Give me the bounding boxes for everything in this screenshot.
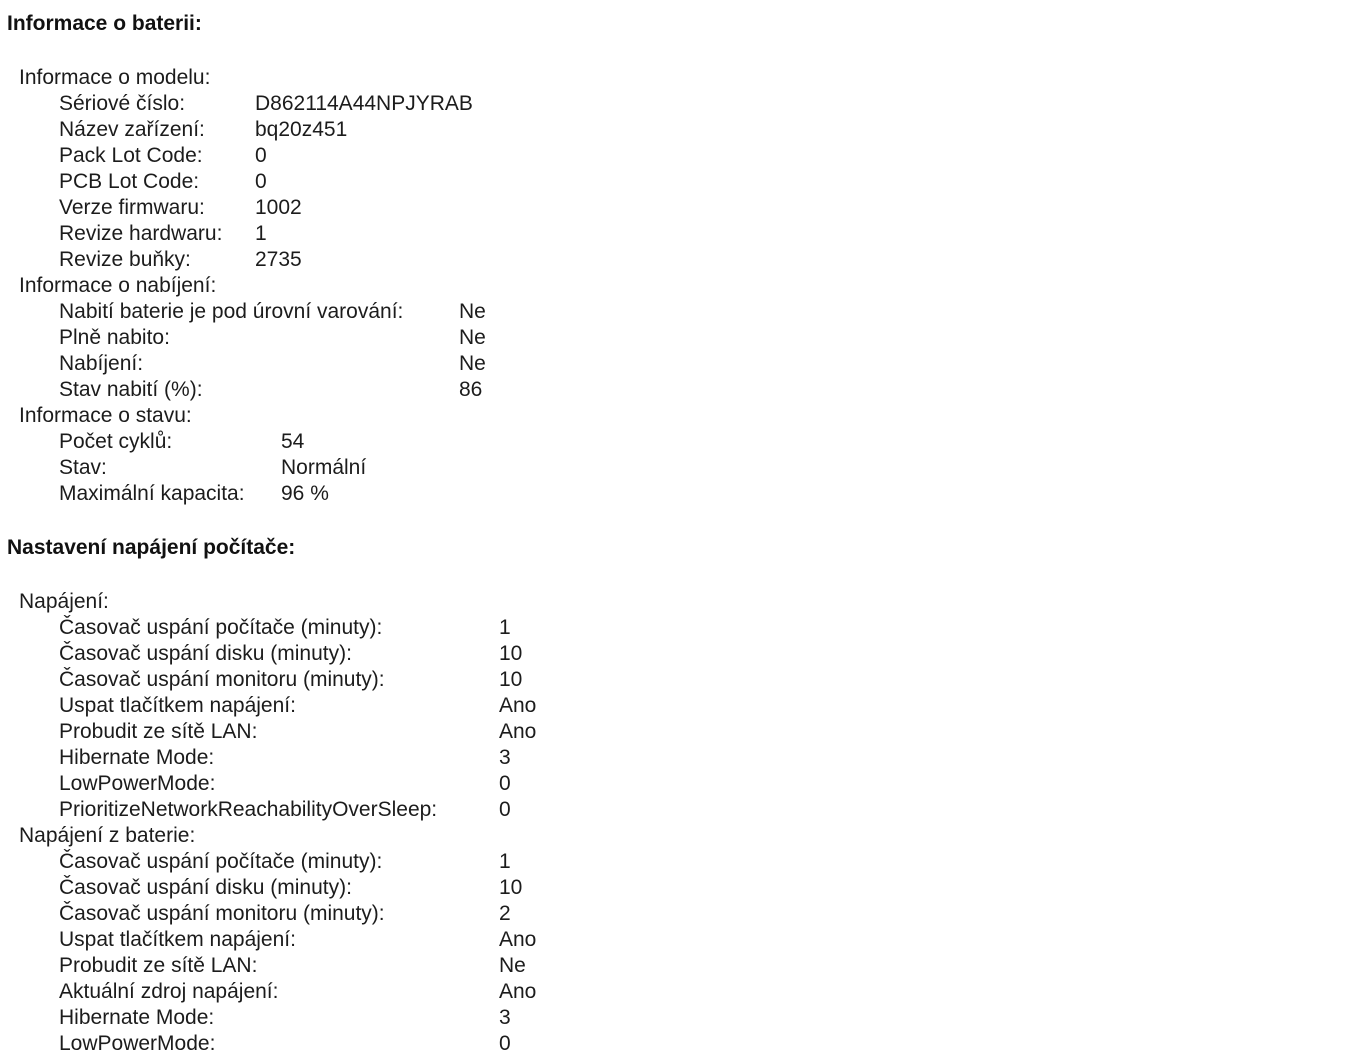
row-value: 1 [499,616,511,639]
row-key: Plně nabito: [59,326,170,349]
row-value: 1 [255,222,267,245]
row-key: Časovač uspání monitoru (minuty): [59,668,385,691]
row-value: 1 [499,850,511,873]
row-key: Probudit ze sítě LAN: [59,954,258,977]
row-key: Maximální kapacita: [59,482,245,505]
row-value: Ne [499,954,526,977]
row-value: 10 [499,642,523,665]
row-key: Pack Lot Code: [59,144,203,167]
row-key: Nabití baterie je pod úrovní varování: [59,300,404,323]
charge-info-label: Informace o nabíjení: [19,274,217,297]
row-key: Revize hardwaru: [59,222,223,245]
row-key: Revize buňky: [59,248,191,271]
row-value: 96 % [281,482,329,505]
row-key: Uspat tlačítkem napájení: [59,928,296,951]
row-value: 0 [255,144,267,167]
row-value: Ano [499,694,537,717]
model-info-label: Informace o modelu: [19,66,211,89]
row-value: Normální [281,456,367,479]
row-key: PCB Lot Code: [59,170,200,193]
row-value: 0 [499,772,511,795]
battery-power-label: Napájení z baterie: [19,824,196,847]
row-key: Časovač uspání počítače (minuty): [59,616,383,639]
row-value: 1002 [255,196,302,219]
row-value: bq20z451 [255,118,348,141]
health-info-label: Informace o stavu: [19,404,192,427]
row-key: Časovač uspání disku (minuty): [59,642,352,665]
row-value: 0 [499,798,511,821]
row-key: Počet cyklů: [59,430,173,453]
row-value: 54 [281,430,305,453]
battery-info-heading: Informace o baterii: [7,12,202,35]
row-value: Ne [459,326,486,349]
row-value: Ne [459,300,486,323]
row-value: Ne [459,352,486,375]
power-settings-heading: Nastavení napájení počítače: [7,536,296,559]
ac-power-label: Napájení: [19,590,109,613]
row-key: Verze firmwaru: [59,196,205,219]
row-key: Časovač uspání počítače (minuty): [59,850,383,873]
row-key: Časovač uspání disku (minuty): [59,876,352,899]
row-key: Aktuální zdroj napájení: [59,980,279,1003]
row-value: 3 [499,1006,511,1029]
row-key: Probudit ze sítě LAN: [59,720,258,743]
row-value: 0 [499,1032,511,1055]
row-key: Časovač uspání monitoru (minuty): [59,902,385,925]
row-key: LowPowerMode: [59,772,216,795]
row-key: Název zařízení: [59,118,205,141]
row-key: Hibernate Mode: [59,1006,215,1029]
row-value: 2735 [255,248,302,271]
row-value: Ano [499,980,537,1003]
row-key: Nabíjení: [59,352,144,375]
row-value: 2 [499,902,511,925]
row-value: 10 [499,668,523,691]
row-key: LowPowerMode: [59,1032,216,1055]
row-key: Sériové číslo: [59,92,186,115]
row-value: Ano [499,720,537,743]
row-key: Stav nabití (%): [59,378,203,401]
row-value: 86 [459,378,483,401]
row-value: 3 [499,746,511,769]
row-key: Hibernate Mode: [59,746,215,769]
row-value: D862114A44NPJYRAB [255,92,473,115]
row-value: Ano [499,928,537,951]
row-value: 10 [499,876,523,899]
row-key: PrioritizeNetworkReachabilityOverSleep: [59,798,438,821]
row-key: Stav: [59,456,107,479]
row-value: 0 [255,170,267,193]
row-key: Uspat tlačítkem napájení: [59,694,296,717]
